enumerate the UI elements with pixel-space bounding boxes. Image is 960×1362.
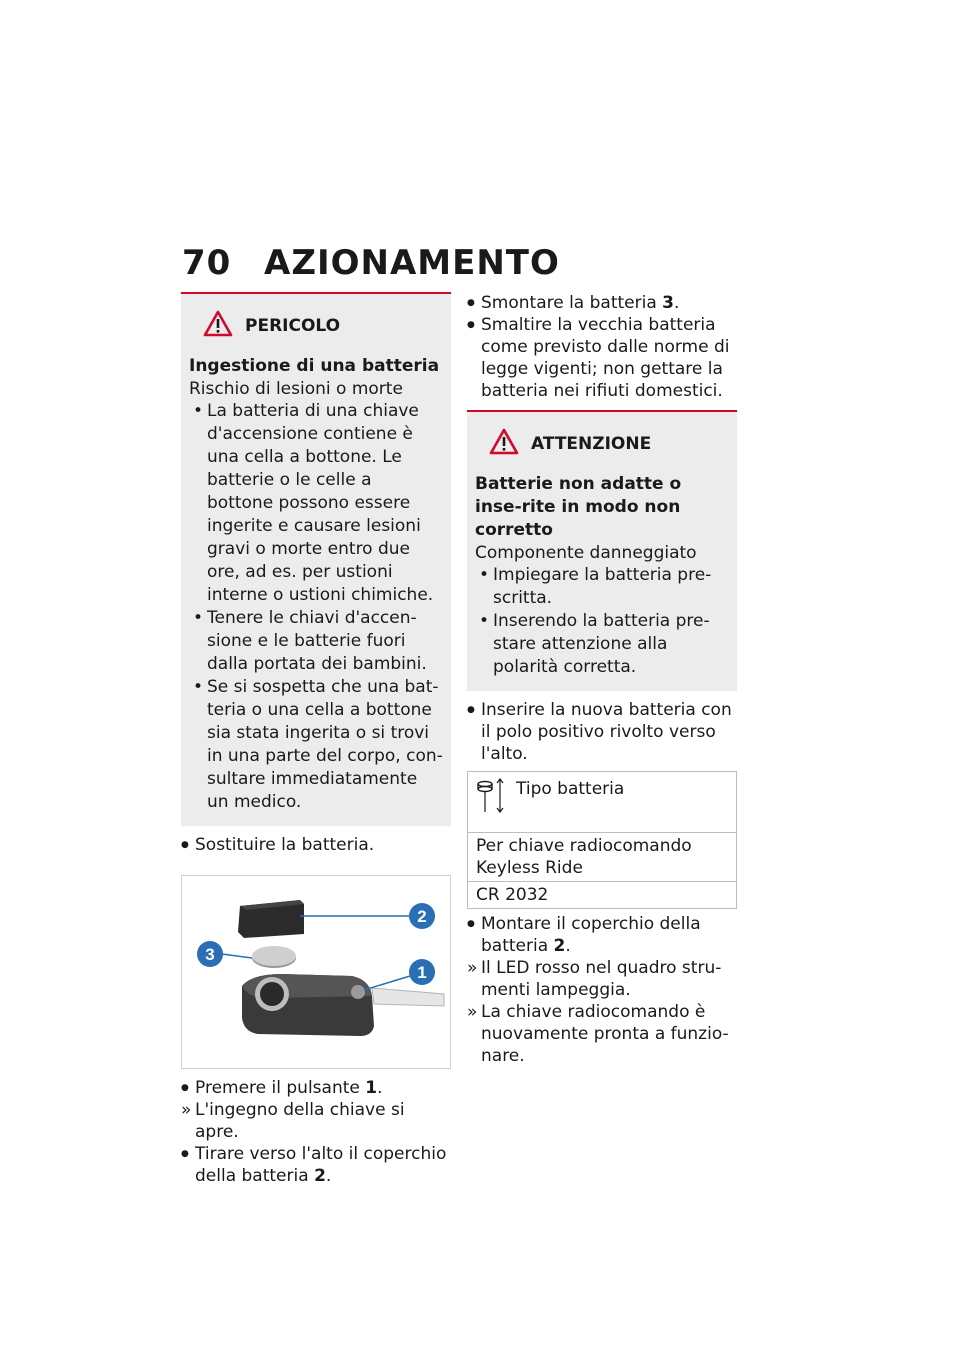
left-column	[181, 292, 451, 1187]
right-column	[467, 292, 737, 1067]
action-step	[467, 292, 737, 314]
step-text: Montare il coperchio della batteria	[481, 914, 701, 956]
attention-heading: Batterie non adatte o inse-rite in modo non corretto	[475, 474, 682, 540]
attention-box-header	[475, 428, 729, 459]
danger-bullet: • Se si sospetta che una bat-teria o una cella a bottone sia stata ingerita o si trovi in una parte del corpo, con-sultare immediatamente un medico.	[189, 676, 443, 814]
danger-heading: Ingestione di una batteria	[189, 356, 440, 376]
result-step: » La chiave radiocomando è nuovamente pronta a funzio-nare.	[467, 1001, 737, 1067]
battery-spec-table	[467, 771, 737, 909]
spec-heading: Tipo batteria	[516, 779, 625, 799]
attention-label: ATTENZIONE	[531, 433, 652, 454]
attention-box	[467, 410, 737, 691]
step-ref: 1	[365, 1078, 378, 1098]
action-step	[467, 913, 737, 957]
step-list	[467, 699, 737, 765]
danger-bullet-list	[189, 400, 443, 814]
step-ref: 2	[314, 1166, 326, 1186]
danger-box	[181, 292, 451, 826]
step-text: Tirare verso l'alto il coperchio della batteria	[195, 1144, 447, 1186]
attention-bullet: • Inserendo la batteria pre-stare attenzione alla polarità corretta.	[475, 610, 729, 679]
step-text: Premere il pulsante	[195, 1078, 366, 1098]
step-list	[467, 292, 737, 402]
step-tail: .	[565, 936, 571, 956]
battery-spec-icon	[476, 778, 506, 822]
step-tail: .	[377, 1078, 383, 1098]
danger-label: PERICOLO	[245, 315, 341, 336]
action-step	[181, 1143, 451, 1187]
key-battery-figure	[181, 875, 451, 1069]
spec-usage: Per chiave radiocomando Keyless Ride	[468, 833, 736, 882]
key-battery-illustration	[182, 876, 450, 1066]
danger-subheading: Rischio di lesioni o morte	[189, 379, 403, 399]
callout-2-label: 2	[417, 907, 427, 926]
step-ref: 3	[662, 293, 675, 313]
callout-1-label: 1	[417, 963, 427, 982]
spec-heading-row	[468, 772, 736, 833]
warning-triangle-icon	[489, 428, 519, 459]
step-list	[181, 834, 451, 856]
step-list	[181, 1077, 451, 1187]
result-step: » L'ingegno della chiave si apre.	[181, 1099, 451, 1143]
attention-subheading: Componente danneggiato	[475, 543, 697, 563]
attention-bullet-list	[475, 564, 729, 679]
action-step: ● Smaltire la vecchia batteria come previsto dalle norme di legge vigenti; non gettare la batteria nei rifiuti domestici.	[467, 314, 737, 402]
step-tail: .	[325, 1166, 332, 1186]
spec-value: CR 2032	[476, 885, 549, 905]
danger-bullet: • Tenere le chiavi d'accen-sione e le batterie fuori dalla portata dei bambini.	[189, 607, 443, 676]
step-list	[467, 913, 737, 1067]
result-step: » Il LED rosso nel quadro stru-menti lampeggia.	[467, 957, 737, 1001]
page-title: AZIONAMENTO	[264, 243, 560, 283]
attention-bullet: • Impiegare la batteria pre-scritta.	[475, 564, 729, 610]
step-text: Smontare la batteria	[481, 293, 663, 313]
page-header	[182, 243, 560, 283]
step-tail: .	[674, 293, 680, 313]
danger-bullet: • La batteria di una chiave d'accensione contiene è una cella a bottone. Le batterie o le celle a bottone possono essere ingerite e causare lesioni gravi o morte entro due ore, ad es. per ustioni interne o ustioni chimiche.	[189, 400, 443, 607]
callout-3-label: 3	[205, 945, 215, 964]
action-step: ● Sostituire la batteria.	[181, 834, 451, 856]
warning-triangle-icon	[203, 310, 233, 341]
action-step	[181, 1077, 451, 1099]
action-step: ● Inserire la nuova batteria con il polo positivo rivolto verso l'alto.	[467, 699, 737, 765]
page-number: 70	[182, 243, 232, 283]
step-ref: 2	[553, 936, 566, 956]
danger-box-header	[189, 310, 443, 341]
